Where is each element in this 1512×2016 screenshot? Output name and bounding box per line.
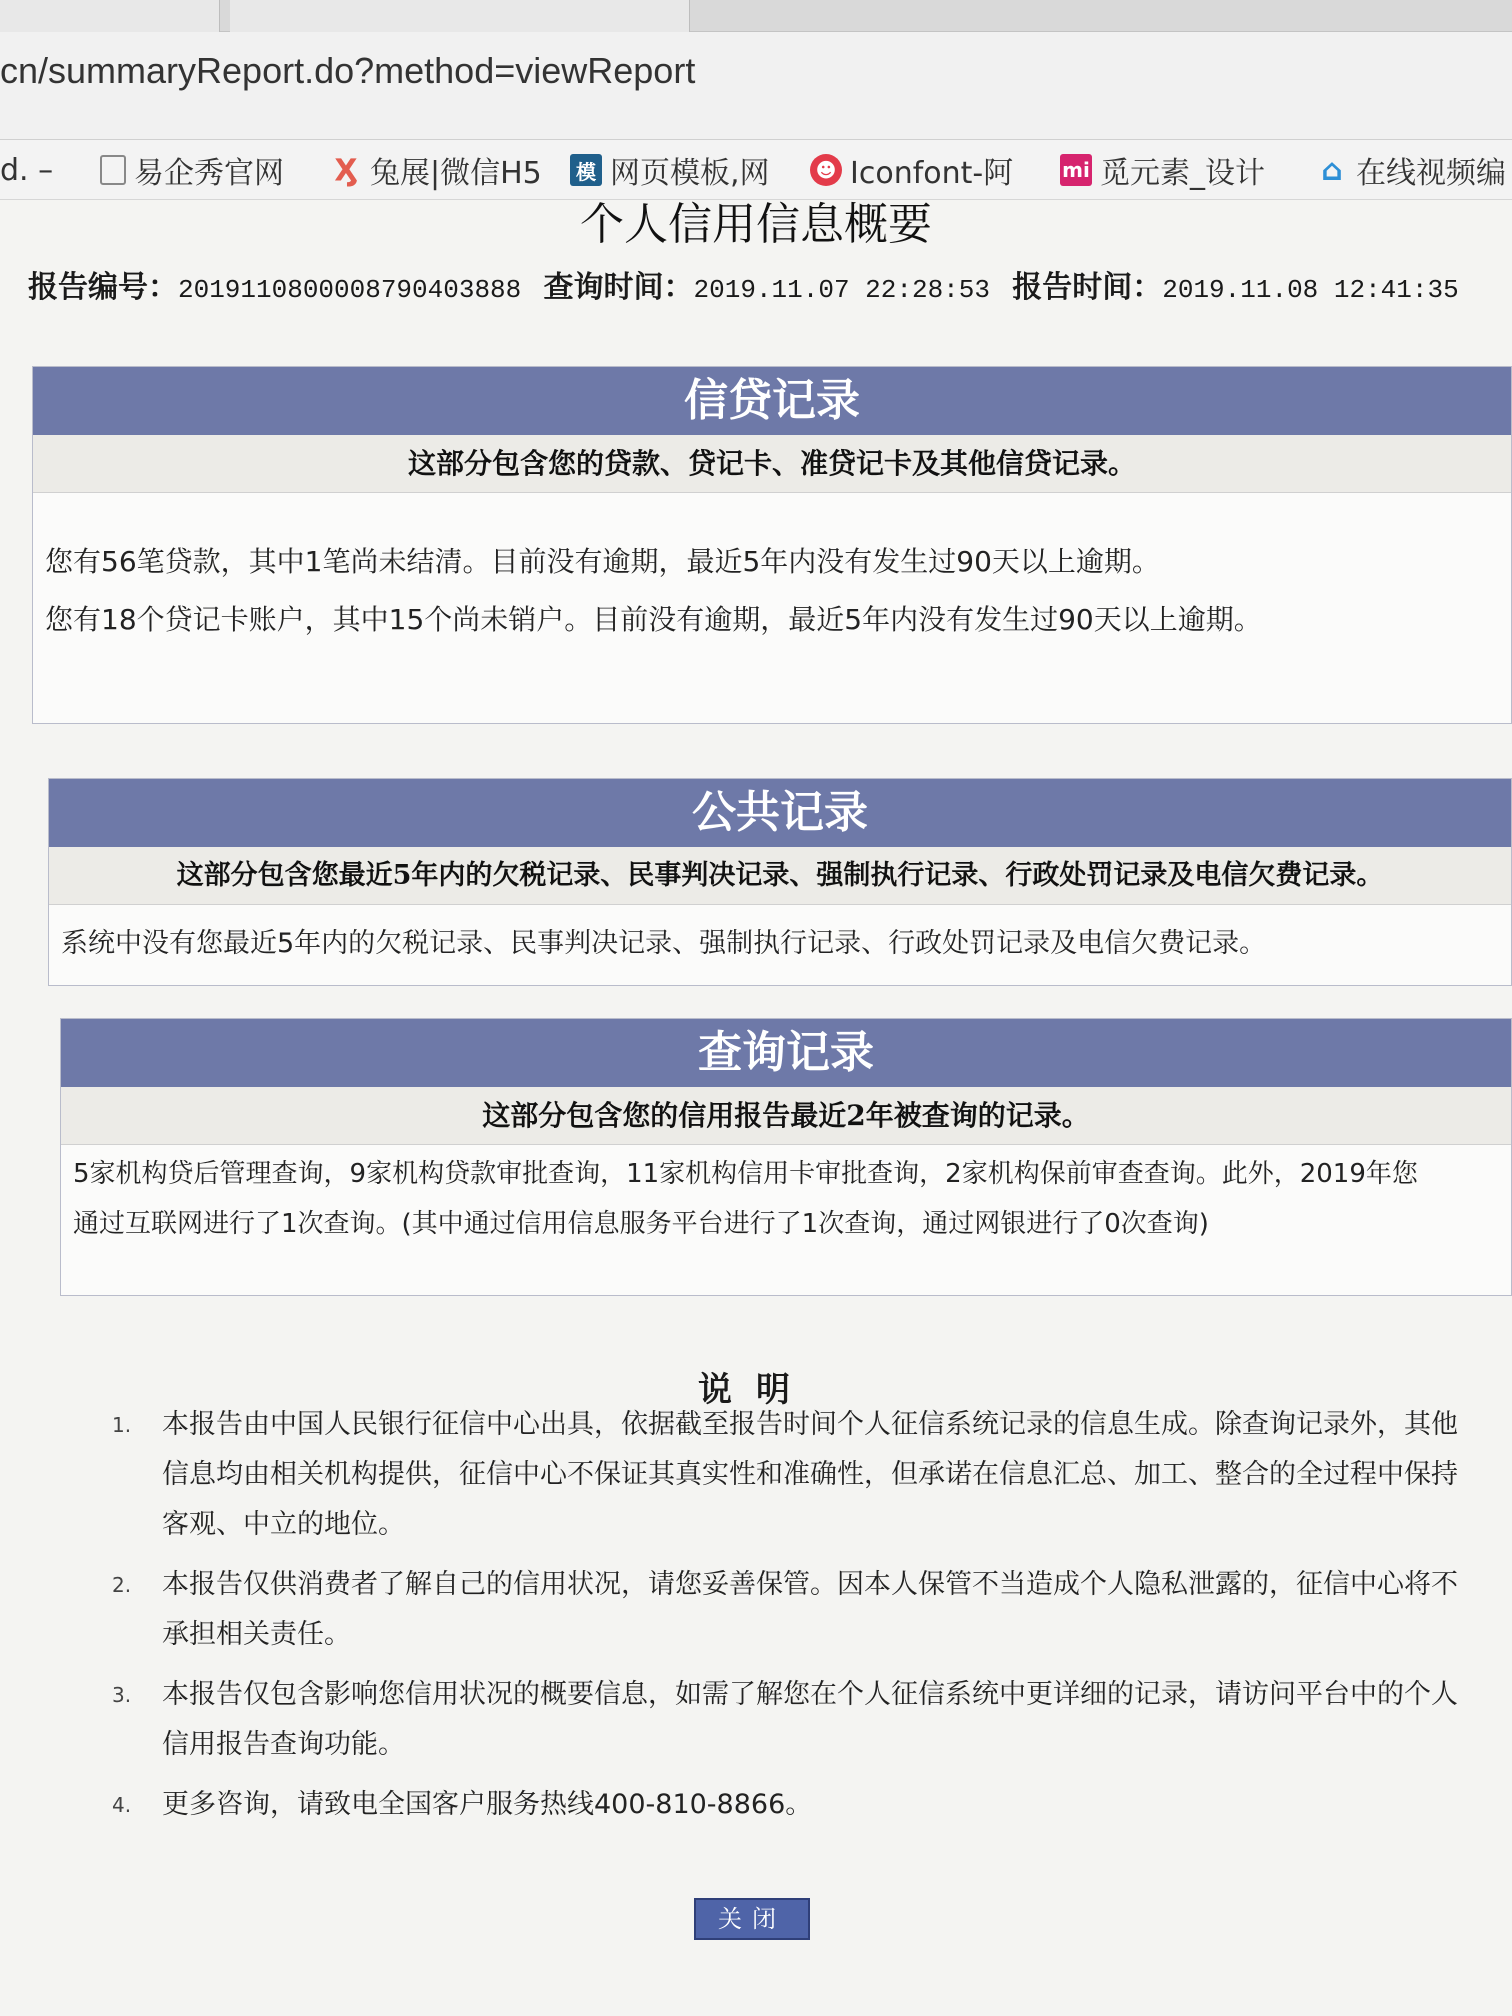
iconfont-icon: ☻: [810, 154, 842, 186]
query-time-label: 查询时间：: [543, 270, 694, 305]
note-text: 本报告由中国人民银行征信中心出具，依据截至报告时间个人征信系统记录的信息生成。除查询记录外，其他信息均由相关机构提供，征信中心不保证其真实性和准确性，但承诺在信息汇总、加工、整合的全过程中保持客观、中立的地位。: [162, 1409, 1458, 1540]
address-bar[interactable]: [0, 32, 1512, 140]
rabbit-icon: Ӽ: [334, 152, 358, 188]
section-title: 信贷记录: [33, 367, 1511, 435]
page-title: 个人信用信息概要: [580, 199, 932, 250]
notes-list: [112, 1400, 1472, 1840]
credit-card-summary: 您有18个贷记卡账户，其中15个尚未销户。目前没有逾期，最近5年内没有发生过90天以上逾期。: [45, 603, 1262, 636]
report-number: 2019110800008790403888: [178, 275, 522, 305]
section-subtitle: 这部分包含您的贷款、贷记卡、准贷记卡及其他信贷记录。: [33, 435, 1511, 493]
note-text: 本报告仅包含影响您信用状况的概要信息，如需了解您在个人征信系统中更详细的记录，请访问平台中的个人信用报告查询功能。: [162, 1679, 1458, 1760]
note-text: 本报告仅供消费者了解自己的信用状况，请您妥善保管。因本人保管不当造成个人隐私泄露的，征信中心将不承担相关责任。: [162, 1569, 1458, 1650]
browser-tab[interactable]: [0, 0, 220, 32]
public-records-section: [48, 778, 1512, 986]
browser-tab[interactable]: [230, 0, 690, 32]
note-item: [112, 1560, 1472, 1660]
home-icon: ⌂: [1321, 152, 1343, 188]
note-item: [112, 1780, 1472, 1830]
query-time: 2019.11.07 22:28:53: [693, 275, 990, 305]
note-number: 1.: [112, 1413, 132, 1437]
report-time: 2019.11.08 12:41:35: [1162, 275, 1459, 305]
page-icon: [100, 155, 126, 185]
template-icon: 模: [570, 154, 602, 186]
report-time-label: 报告时间：: [1012, 270, 1163, 305]
public-records-summary: 系统中没有您最近5年内的欠税记录、民事判决记录、强制执行记录、行政处罚记录及电信欠费记录。: [61, 928, 1267, 959]
browser-tab-strip: [0, 0, 1512, 32]
note-item: [112, 1400, 1472, 1550]
bookmark-label: 觅元素_设计: [1100, 156, 1265, 191]
close-button[interactable]: 关闭: [694, 1898, 810, 1940]
loan-summary: 您有56笔贷款，其中1笔尚未结清。目前没有逾期，最近5年内没有发生过90天以上逾期。: [45, 545, 1160, 578]
query-summary-line-2: 通过互联网进行了1次查询。(其中通过信用信息服务平台进行了1次查询，通过网银进行了0次查询): [73, 1209, 1209, 1239]
overflow-text: d. –: [0, 152, 54, 188]
mi-icon: mi: [1060, 154, 1092, 186]
note-number: 3.: [112, 1683, 132, 1707]
bookmark-label: Iconfont-阿: [850, 156, 1014, 191]
bookmark-label: 在线视频编: [1356, 156, 1506, 191]
note-number: 2.: [112, 1573, 132, 1597]
report-number-label: 报告编号：: [28, 270, 178, 305]
section-title: 查询记录: [61, 1019, 1511, 1087]
query-records-section: [60, 1018, 1512, 1296]
report-meta: [28, 262, 1473, 306]
bookmark-label: 兔展|微信H5: [370, 156, 542, 191]
credit-records-section: [32, 366, 1512, 724]
section-title: 公共记录: [49, 779, 1511, 847]
query-summary-line-1: 5家机构贷后管理查询，9家机构贷款审批查询，11家机构信用卡审批查询，2家机构保前审查查询。此外，2019年您: [73, 1159, 1418, 1189]
note-text: 更多咨询，请致电全国客户服务热线400-810-8866。: [162, 1789, 813, 1820]
section-subtitle: 这部分包含您最近5年内的欠税记录、民事判决记录、强制执行记录、行政处罚记录及电信欠费记录。: [49, 847, 1511, 905]
bookmark-label: 网页模板,网: [610, 156, 770, 191]
url-text[interactable]: cn/summaryReport.do?method=viewReport: [0, 50, 696, 91]
note-number: 4.: [112, 1793, 132, 1817]
notes-title: 说明: [698, 1370, 814, 1410]
bookmark-label: 易企秀官网: [134, 156, 284, 191]
section-subtitle: 这部分包含您的信用报告最近2年被查询的记录。: [61, 1087, 1511, 1145]
note-item: [112, 1670, 1472, 1770]
